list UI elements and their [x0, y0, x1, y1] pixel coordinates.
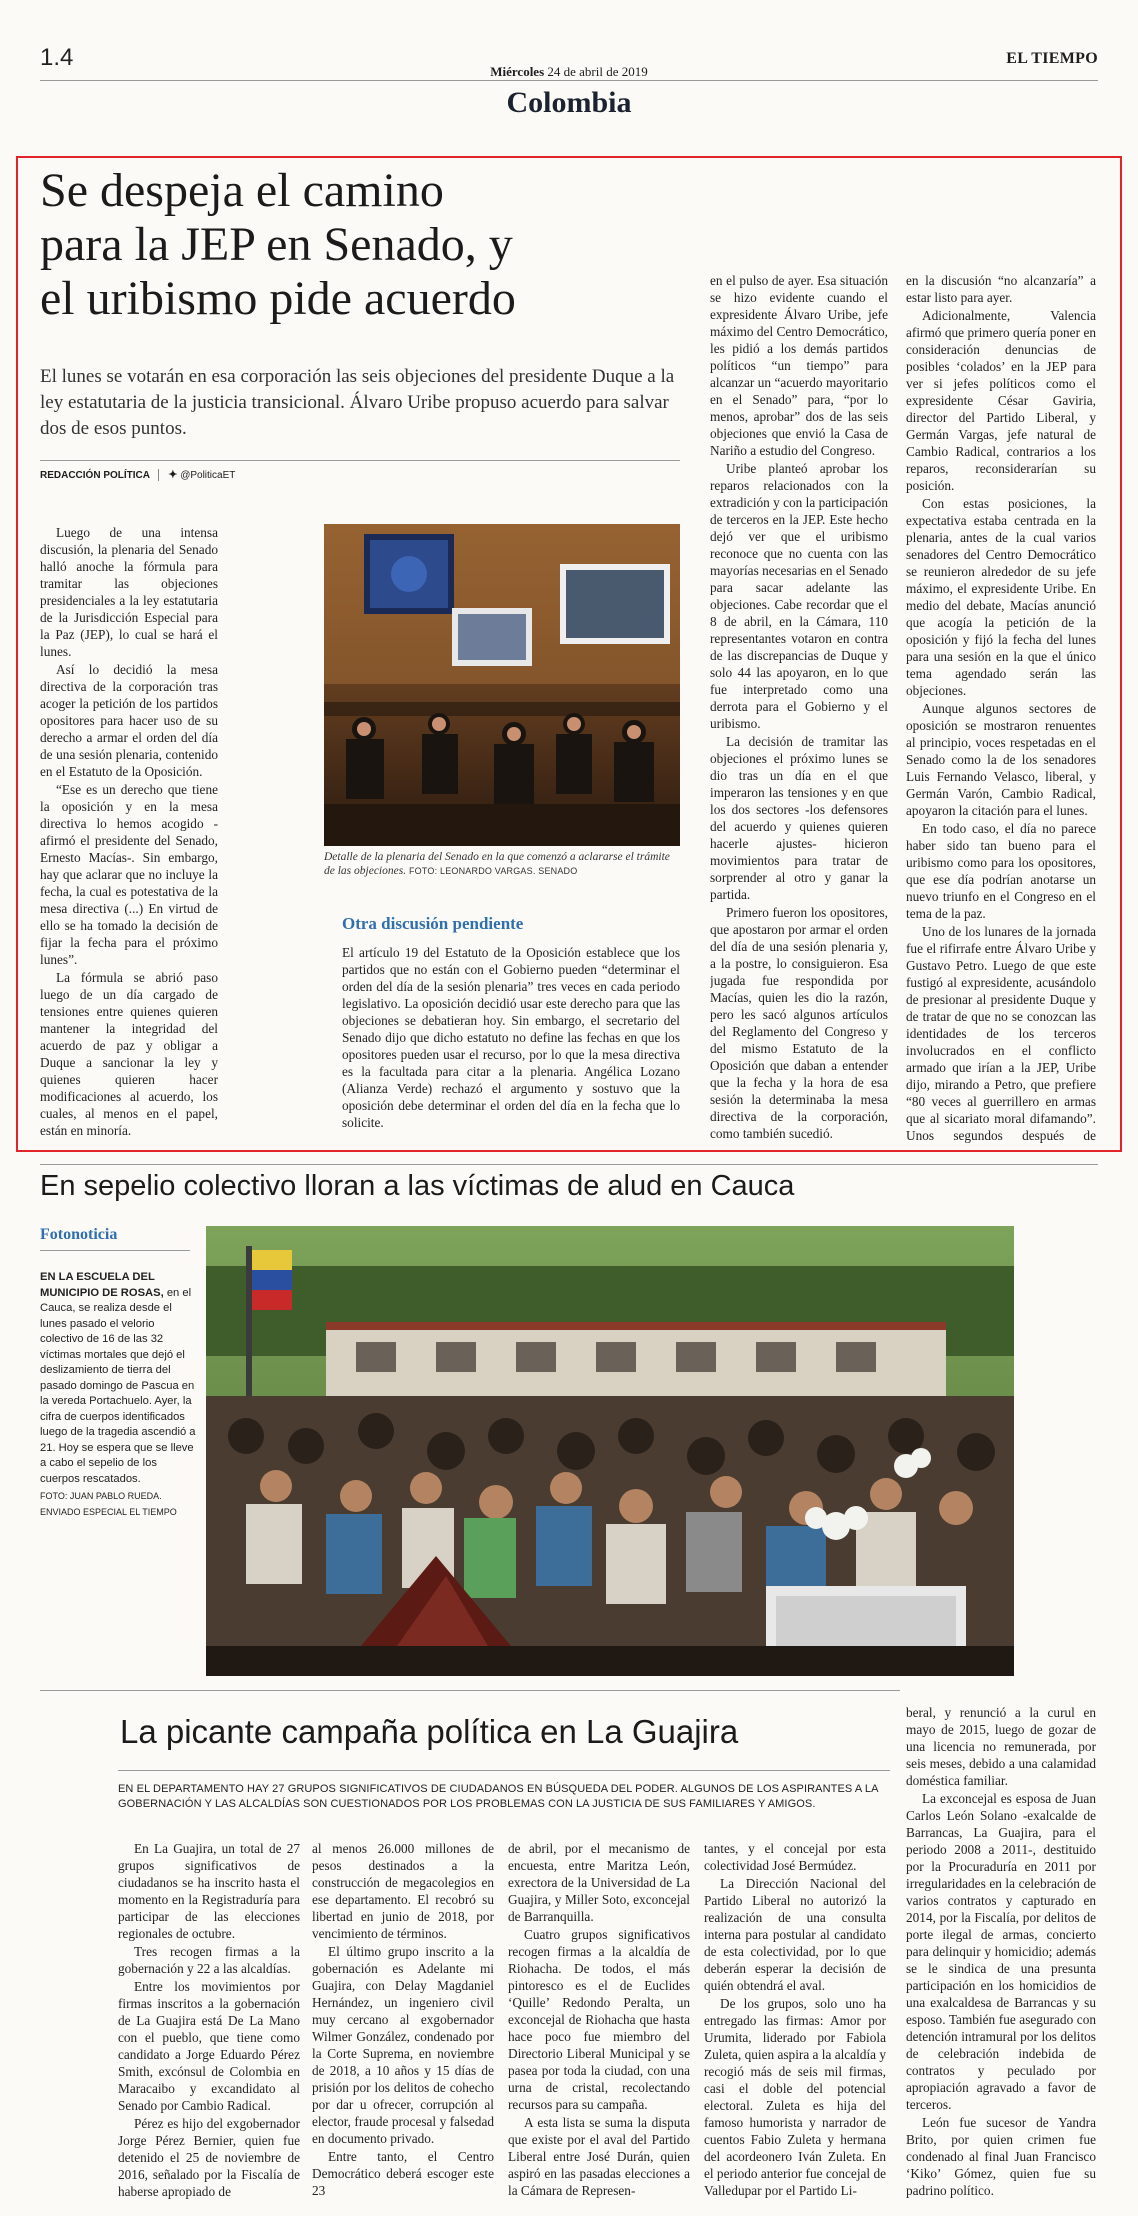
jep-headline-line-2: para la JEP en Senado, y: [40, 218, 513, 271]
cauca-headline: En sepelio colectivo lloran a las víctimas de alud en Cauca: [40, 1170, 795, 1202]
guajira-c2-p1: al menos 26.000 millones de pesos destinados a la construcción de megacolegios en ese departamento. El recobró su libertad en junio de 2018, por vencimiento de términos.: [312, 1841, 494, 1941]
jep-headline-line-1: Se despeja el camino: [40, 164, 444, 217]
jep-c1-p2: Así lo decidió la mesa directiva de la corporación tras acoger la petición de los partidos opositores para hacer uso de su derecho a armar el orden del día de una sesión plenaria, contenido en el Estatuto de la Oposición.: [40, 662, 218, 779]
fotonoticia-rule: [40, 1250, 190, 1251]
jep-column-1: [40, 524, 218, 1138]
guajira-column-4: [704, 1840, 886, 2200]
guajira-column-2: [312, 1840, 494, 2200]
jep-c4-p2: Adicionalmente, Valencia afirmó que primero quería poner en consideración denuncias de posibles ‘colados’ en la JEP para ver si jefes políticos como el expresidente César Gaviria, director del Partido Liberal, y Germán Vargas, jefe natural de Cambio Radical, contrarios a los reparos, reconsiderarían su posición.: [906, 308, 1096, 493]
cauca-caption-text: en el Cauca, se realiza desde el lunes pasado el velorio colectivo de 16 de las 32 víctimas mortales que dejó el deslizamiento de tierra del pasado domingo de Pascua en la vereda Portachuelo. Ayer, la cifra de cuerpos identificados luego de la tragedia ascendió a 21. Hoy se espera que se lleve a cabo el sepelio de los cuerpos rescatados.: [40, 1286, 196, 1485]
twitter-bird-icon: ✦: [168, 469, 178, 481]
guajira-c1-p3: Entre los movimientos por firmas inscritos a la gobernación de La Guajira está De La Mano con el pueblo, que tiene como candidato a Jorge Eduardo Pérez Smith, excónsul de Colombia en Maracaibo y excandidato al Senado por Cambio Radical.: [118, 1979, 300, 2113]
jep-c4-p5: En todo caso, el día no parece haber sido tan bueno para el uribismo como para los opositores, que ese día podrían anotarse un nuevo triunfo en el Congreso en el tema de la paz.: [906, 821, 1096, 921]
senate-plenary-photo: [324, 524, 680, 846]
jep-c3-p2: Uribe planteó aprobar los reparos relacionados con la extradición y con la participación de terceros en la JEP. Este hecho dejó ver que el uribismo reconoce que no cuenta con las mayorías necesarias en el Senado para sacar adelante las objeciones. Cabe recordar que el 8 de abril, en la Cámara, 110 representantes votaron en contra de las discrepancias de Duque y solo 44 las apoyaron, en lo que fue interpretado como una derrota para el Gobierno y el uribismo.: [710, 461, 888, 731]
brand-logo: EL TIEMPO: [1006, 50, 1098, 67]
jep-c1-p4: La fórmula se abrió paso luego de un día cargado de tensiones entre quienes quieren mantener la integridad del acuerdo de paz y obligar a Duque a sancionar la ley y quienes quieren hacer modificaciones al acuerdo, los cuales, al menos en el papel, están en minoría.: [40, 970, 218, 1138]
jep-headline-line-3: el uribismo pide acuerdo: [40, 272, 516, 325]
header-rule: [40, 80, 1098, 81]
guajira-c3-p3: A esta lista se suma la disputa que existe por el aval del Partido Liberal entre José Durán, quien aspiró en las pasadas elecciones a la Cámara de Represen-: [508, 2115, 690, 2198]
jep-column-4: [906, 272, 1096, 1144]
guajira-c1-p2: Tres recogen firmas a la gobernación y 22 a las alcaldías.: [118, 1944, 300, 1976]
guajira-c2-p2: El último grupo inscrito a la gobernación es Adelante mi Guajira, con Delay Magdaniel Hernández, un ingeniero civil muy cercano al exgobernador Wilmer González, condenado por la Corte Suprema, en noviembre de 2018, a 10 años y 15 días de prisión por los delitos de cohecho por dar u ofrecer, corrupción al elector, fraude procesal y falsedad en documento privado.: [312, 1944, 494, 2146]
byline-separator: [158, 469, 159, 481]
guajira-c3-p1: de abril, por el mecanismo de encuesta, entre Maritza León, exrectora de la Universidad de La Guajira, y Miller Soto, exconcejal de Barranquilla.: [508, 1841, 690, 1924]
cauca-funeral-photo: [206, 1226, 1014, 1676]
cauca-top-rule: [40, 1164, 1098, 1165]
senate-photo-credit: FOTO: LEONARDO VARGAS. SENADO: [408, 866, 578, 876]
byline-rule: [40, 460, 680, 461]
page-number: 1.4: [40, 44, 74, 71]
guajira-c1-p1: En La Guajira, un total de 27 grupos significativos de ciudadanos se ha inscrito hasta el momento en la Registraduría para participar de las elecciones regionales de octubre.: [118, 1841, 300, 1941]
cauca-caption-lead: EN LA ESCUELA DEL MUNICIPIO DE ROSAS,: [40, 1271, 164, 1299]
guajira-c5-p3: León fue sucesor de Yandra Brito, por quien crimen fue condenado al final Juan Francisco ‘Kiko’ Gómez, quien fue su padrino político.: [906, 2115, 1096, 2198]
guajira-top-rule: [40, 1690, 900, 1691]
issue-date: [0, 64, 1138, 80]
sidebar-text: El artículo 19 del Estatuto de la Oposición establece que los partidos que no están con el Gobierno pueden “determinar el orden del día de la sesión plenaria” tres veces en cada periodo legislativo. La oposición decidió usar este derecho para que las objeciones se debatieran hoy. Sin embargo, el secretario del Senado dijo que dicho estatuto no define las fechas en que los opositores pueden usar el recurso, por lo que la mesa directiva es la facultada para citar a la plenaria. Angélica Lozano (Alianza Verde) rechazó el argumento y sostuvo que la oposición debe determinar el orden del día en la fecha que lo solicite.: [342, 945, 680, 1130]
jep-column-3: [710, 272, 888, 1144]
fotonoticia-label: Fotonoticia: [40, 1226, 118, 1243]
guajira-column-3: [508, 1840, 690, 2200]
byline-twitter-handle: @PoliticaET: [180, 470, 236, 481]
guajira-column-5: [906, 1704, 1096, 2200]
jep-c1-p3: “Ese es un derecho que tiene la oposición y en la mesa directiva lo hemos acogido -afirmó el presidente del Senado, Ernesto Macías-. Sin embargo, hay que aclarar que no incluye la fecha, la cual es potestativa de la mesa directiva (...) En virtud de ello se ha tomado la decisión de fijar la fecha para el próximo lunes”.: [40, 782, 218, 967]
issue-date-rest: 24 de abril de 2019: [547, 64, 648, 79]
jep-c3-p1: en el pulso de ayer. Esa situación se hizo evidente cuando el expresidente Álvaro Uribe, jefe máximo del Centro Democrático, les pidió a los demás partidos políticos “un tiempo” para alcanzar un “acuerdo mayoritario en el Senado” para, “por lo menos, aprobar” dos de las seis objeciones que envió la Casa de Nariño a estudio del Congreso.: [710, 273, 888, 458]
jep-c1-p1: Luego de una intensa discusión, la plenaria del Senado halló anoche la fórmula para tramitar las objeciones presidenciales a la ley estatutaria de la Jurisdicción Especial para la Paz (JEP), lo cual se hará el lunes.: [40, 525, 218, 659]
guajira-c4-p2: La Dirección Nacional del Partido Liberal no autorizó la realización de una consulta interna para postular al candidato de esta colectividad, por lo que deberán esperar la decisión de quién obtendrá el aval.: [704, 1876, 886, 1993]
guajira-c4-p1: tantes, y el concejal por esta colectividad José Bermúdez.: [704, 1841, 886, 1873]
guajira-c5-p2: La exconcejal es esposa de Juan Carlos León Solano -exalcalde de Barrancas, La Guajira, para el periodo 2008 a 2011-, destituido por la Procuraduría en 2011 por irregularidades en la celebración de varios contratos y capturado en 2014, por la Fiscalía, por delitos de porte ilegal de armas, concierto para delinquir y homicidio; además se le sindica de una presunta participación en los homicidios de una exalcaldesa de Barrancas y su esposo. También fue asegurado con detención intramural por los delitos de celebración indebida de contratos y peculado por apropiación agravado a favor de terceros.: [906, 1791, 1096, 2112]
jep-c3-p4: Primero fueron los opositores, que apostaron por armar el orden del día de una sesión plenaria y, a la postre, lo consiguieron. Esa jugada fue respondida por Macías, quien les dio la razón, pero les sacó algunos artículos del Reglamento del Congreso y del mismo Estatuto de la Oposición que daban a entender que la fecha y la hora de esa sesión la determinaba la mesa directiva de la corporación, como también sucedió.: [710, 905, 888, 1141]
jep-c3-p5: [710, 1143, 888, 1144]
guajira-c5-p1: beral, y renunció a la curul en mayo de 2015, luego de gozar de una licencia no remunerada, por seis meses, debido a una calamidad doméstica familiar.: [906, 1705, 1096, 1788]
guajira-c4-p3: De los grupos, solo uno ha entregado las firmas: Amor por Urumita, liderado por Fabiola Zuleta, quien aspira a la alcaldía y recogió más de seis mil firmas, casi el doble del potencial electoral. Zuleta es hija del famoso humorista y narrador de cuentos Fabio Zuleta y hermana del acordeonero Iván Zuleta. En el periodo anterior fue concejal de Valledupar por el Partido Li-: [704, 1996, 886, 2198]
jep-c4-p3: Con estas posiciones, la expectativa estaba centrada en la plenaria, antes de la cual varios senadores del Centro Democrático se reunieron alrededor de su jefe máximo, el expresidente Uribe. En medio del debate, Macías anunció que acogía la petición de la oposición y fijó la fecha del lunes para una sesión en la que el único tema agendado serán las objeciones.: [906, 496, 1096, 698]
issue-date-day: Miércoles: [490, 64, 545, 79]
sidebar-title: Otra discusión pendiente: [342, 914, 524, 933]
jep-byline: [40, 468, 235, 481]
guajira-headline: La picante campaña política en La Guajira: [120, 1713, 739, 1750]
jep-headline: [40, 164, 700, 326]
jep-deck: El lunes se votarán en esa corporación las seis objeciones del presidente Duque a la ley estatutaria de la justicia transicional. Álvaro Uribe propuso acuerdo para salvar dos de esos puntos.: [40, 366, 675, 439]
cauca-caption: [40, 1270, 196, 1520]
guajira-deck: EN EL DEPARTAMENTO HAY 27 GRUPOS SIGNIFICATIVOS DE CIUDADANOS EN BÚSQUEDA DEL PODER. ALGUNOS DE LOS ASPIRANTES A LA GOBERNACIÓN Y LAS ALCALDÍAS SON CUESTIONADOS POR LOS PROBLEMAS CON LA JUSTICIA DE SUS FAMILIARES Y AMIGOS.: [118, 1783, 878, 1810]
guajira-c2-p3: Entre tanto, el Centro Democrático deberá escoger este 23: [312, 2149, 494, 2198]
jep-c4-p4: Aunque algunos sectores de oposición se mostraron renuentes al principio, voces respetadas en el Senado como la de los senadores Luis Fernando Velasco, liberal, y Germán Varón, Cambio Radical, apoyaron la citación para el lunes.: [906, 701, 1096, 818]
senate-photo-caption: [324, 850, 680, 878]
senate-caption-text: Detalle de la plenaria del Senado en la que comenzó a aclararse el trámite de las objeciones.: [324, 851, 670, 877]
byline-author: REDACCIÓN POLÍTICA: [40, 470, 150, 481]
guajira-c1-p4: Pérez es hijo del exgobernador Jorge Pérez Bernier, quien fue detenido el 25 de noviembre de 2016, señalado por la Fiscalía de haberse apropiado de: [118, 2116, 300, 2199]
guajira-c3-p2: Cuatro grupos significativos recogen firmas a la alcaldía de Riohacha. De todos, el más pintoresco es el de Euclides ‘Quille’ Redondo Peralta, un exconcejal de Riohacha que hasta hace poco fue miembro del Directorio Liberal Municipal y se pasea por toda la ciudad, con una urna de cristal, recolectando recursos para su campaña.: [508, 1927, 690, 2112]
guajira-column-1: [118, 1840, 300, 2200]
section-title: Colombia: [506, 86, 632, 119]
jep-c4-p6: Uno de los lunares de la jornada fue el rifirrafe entre Álvaro Uribe y Gustavo Petro. Luego de que este fustigó al expresidente, acusándolo de presionar al presidente Duque y de tratar de que no se conozcan las identidades de los terceros involucrados en el conflicto armado que irían a la JEP, Uribe dijo, mirando a Petro, que prefiere “80 veces al guerrillero en armas que al sicariato moral difamando”. Unos segundos después de: [906, 924, 1096, 1143]
jep-c3-p3: La decisión de tramitar las objeciones el próximo lunes se dio tras un día en el que imperaron las tensiones y en que los dos sectores -los defensores del acuerdo y quienes quieren hacerle ajustes- hicieron movimientos para tratar de sorprender al otro y ganar la partida.: [710, 734, 888, 902]
cauca-photo-credit: FOTO: JUAN PABLO RUEDA. ENVIADO ESPECIAL EL TIEMPO: [40, 1491, 177, 1517]
guajira-deck-rule: [118, 1770, 890, 1771]
jep-c4-p1: en la discusión “no alcanzaría” a estar listo para ayer.: [906, 273, 1096, 305]
